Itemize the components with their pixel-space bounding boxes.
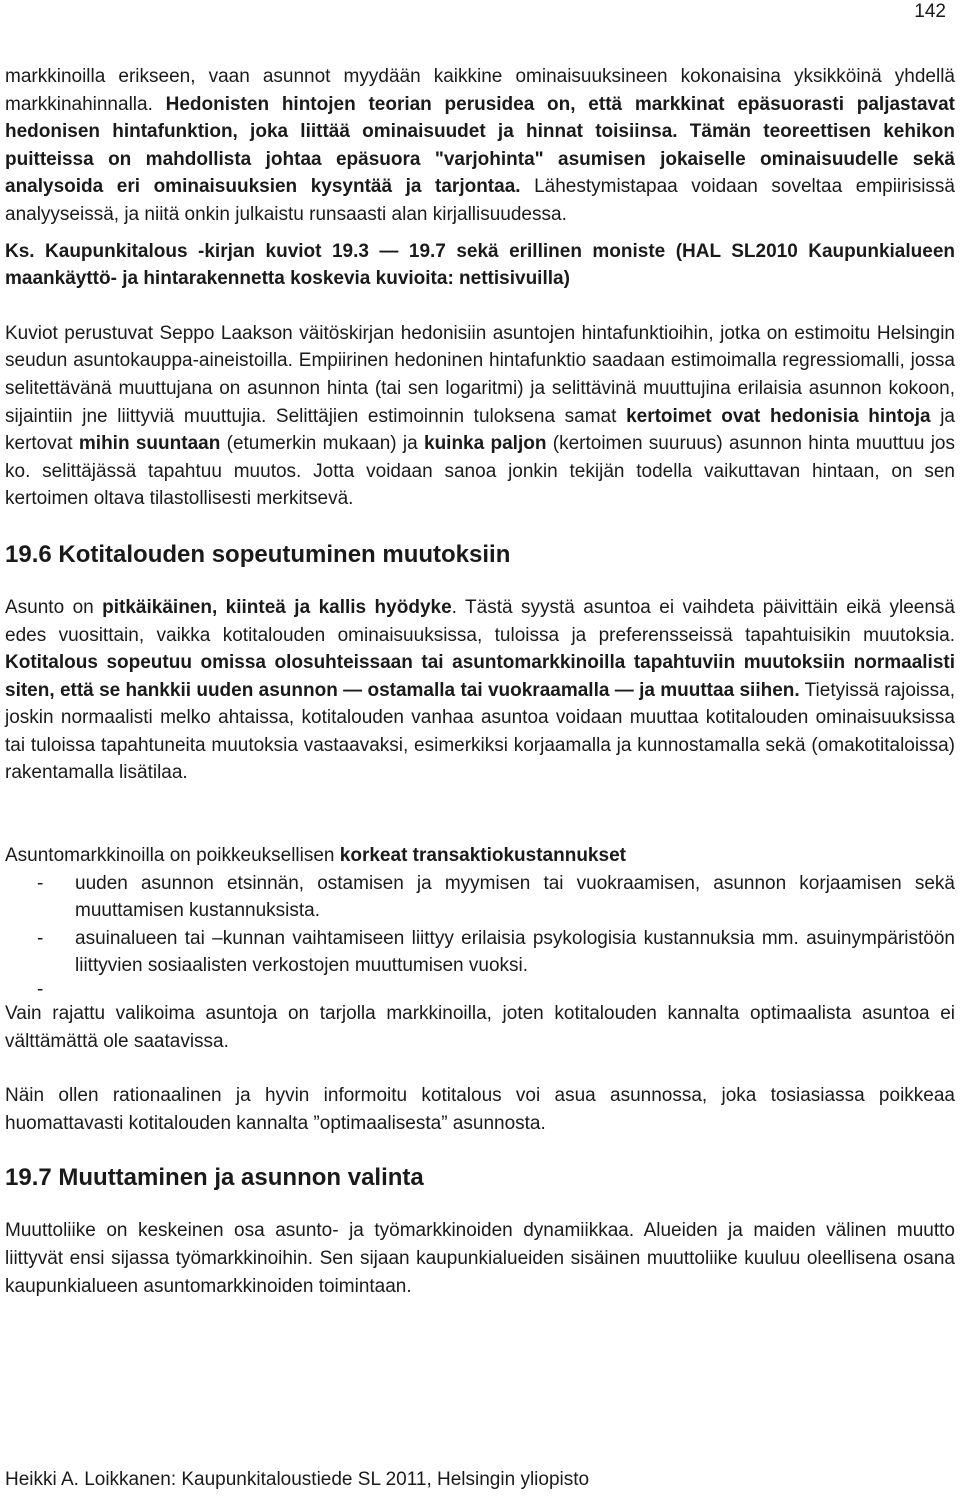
rational-household-paragraph: Näin ollen rationaalinen ja hyvin informoitu kotitalous voi asua asunnossa, joka tosiasiassa poikkeaa huomattavasti kotitalouden kannalta ”optimaalisesta” asunnosta. — [5, 1085, 955, 1134]
kuviot-text-2: ja kertovat — [5, 405, 955, 455]
intro-paragraph — [5, 63, 955, 229]
list-dash: - — [37, 927, 44, 949]
transaction-lead — [5, 842, 955, 870]
section-19-6-paragraph — [5, 594, 955, 787]
list-item-text: uuden asunnon etsinnän, ostamisen ja myymisen tai vuokraamisen, asunnon korjaamisen sekä muuttamisen kustannuksista. — [75, 872, 955, 922]
s196-bold-1: pitkäikäinen, kiinteä ja kallis hyödyke — [102, 596, 452, 618]
intro-bold-text: Hedonisten hintojen teorian perusidea on, että markkinat epäsuorasti paljastavat hedonisen hintafunktion, joka liittää ominaisuudet ja hinnat toisiinsa. Tämän teoreettisen kehikon puitteissa on mahdollista johtaa epäsuora "varjohinta" asumisen jokaiselle ominaisuudelle sekä analysoida eri ominaisuuksien kysyntää ja tarjontaa. — [5, 93, 955, 198]
s196-text-1: Asunto on — [5, 596, 103, 618]
s196-bold-2: Kotitalous sopeutuu omissa olosuhteissaan tai asuntomarkkinoilla tapahtuviin muutoksiin normaalisti siten, että se hankkii uuden asunnon — ostamalla tai vuokraamalla — ja muuttaa siihen. — [5, 652, 955, 701]
section-heading-19-6: 19.6 Kotitalouden sopeutuminen muutoksiin — [5, 540, 511, 568]
intro-text-1: markkinoilla erikseen, vaan asunnot myydään kaikkine ominaisuuksineen kokonaisina yksikköinä yhdellä markkinahinnalla. — [5, 66, 955, 115]
kuviot-text-3: (etumerkin mukaan) ja — [220, 433, 424, 455]
page-footer: Heikki A. Loikkanen: Kaupunkitaloustiede SL 2011, Helsingin yliopisto — [5, 1469, 590, 1490]
intro-text-2: Lähestymistapaa voidaan soveltaa empiirisissä analyyseissä, ja niitä onkin julkaistu runsaasti alan kirjallisuudessa. — [5, 176, 955, 225]
transaction-lead-text: Asuntomarkkinoilla on poikkeuksellisen — [5, 845, 340, 867]
transaction-lead-bold: korkeat transaktiokustannukset — [339, 845, 626, 867]
document-body — [5, 63, 955, 1300]
kuviot-bold-2: mihin suuntaan — [78, 433, 221, 455]
reference-note — [5, 238, 955, 293]
kuviot-text-4: (kertoimen suuruus) asunnon hinta muuttuu jos ko. selittäjässä tapahtuu muutos. Jotta voidaan sanoa jonkin tekijän todella vaikuttavan hintaan, on sen kertoimen oltava tilastollisesti merkitsevä. — [5, 433, 955, 510]
reference-note-text: Ks. Kaupunkitalous -kirjan kuviot 19.3 — 19.7 sekä erillinen moniste (HAL SL2010 Kaupunkialueen maankäyttö- ja hintarakennetta koskevia kuvioita: nettisivuilla) — [5, 240, 955, 290]
empty-list-dash: - — [37, 979, 44, 1001]
s196-text-3: Tietyissä rajoissa, joskin normaalisti melko ahtaissa, kotitalouden vanhaa asuntoa voidaan muuttaa kotitalouden ominaisuuksissa tai tuloissa tapahtuneita muutoksia vastaavaksi, esimerkiksi korjaamalla ja kunnostamalla sekä (omakotitaloissa) rakentamalla lisätilaa. — [5, 679, 955, 784]
kuviot-text-1: Kuviot perustuvat Seppo Laakson väitöskirjan hedonisiin asuntojen hintafunktioihin, jotka on estimoitu Helsingin seudun asuntokauppa-aineistoilla. Empiirinen hedoninen hintafunktio saadaan estimoimalla regressiomalli, jossa selitettävänä muuttujana on asunnon hinta (tai sen logaritmi) ja selittävinä muuttujina erilaisia asunnon kokoon, sijaintiin jne liittyviä muuttujia. Selittäjien estimoinnin tuloksena samat — [5, 322, 955, 427]
kuviot-paragraph — [5, 320, 955, 513]
list-dash: - — [37, 872, 44, 894]
kuviot-bold-1: kertoimet ovat hedonisia hintoja — [626, 405, 931, 427]
list-item — [5, 870, 955, 925]
section-heading-19-7: 19.7 Muuttaminen ja asunnon valinta — [5, 1164, 424, 1192]
list-item-text: asuinalueen tai –kunnan vaihtamiseen liittyy erilaisia psykologisia kustannuksia mm. asuinympäristöön liittyvien sosiaalisten verkostojen muuttumisen vuoksi. — [75, 927, 955, 977]
transaction-cost-list — [5, 870, 955, 980]
limited-selection-paragraph: Vain rajattu valikoima asuntoja on tarjolla markkinoilla, joten kotitalouden kannalta optimaalista asuntoa ei välttämättä ole saatavissa. — [5, 1003, 955, 1052]
list-item — [5, 925, 955, 980]
section-19-7-paragraph: Muuttoliike on keskeinen osa asunto- ja työmarkkinoiden dynamiikkaa. Alueiden ja maiden välinen muutto liittyvät ensi sijassa työmarkkinoihin. Sen sijaan kaupunkialueiden sisäinen muuttoliike kuuluu oleellisena osana kaupunkialueen asuntomarkkinoiden toimintaan. — [5, 1220, 955, 1297]
s196-text-2: . Tästä syystä asuntoa ei vaihdeta päivittäin eikä yleensä edes vuosittain, vaikka kotitalouden ominaisuuksissa, tuloissa ja preferensseissä tapahtuisikin muutoksia. — [5, 596, 955, 646]
kuviot-bold-3: kuinka paljon — [424, 433, 547, 455]
page-number: 142 — [914, 1, 946, 22]
